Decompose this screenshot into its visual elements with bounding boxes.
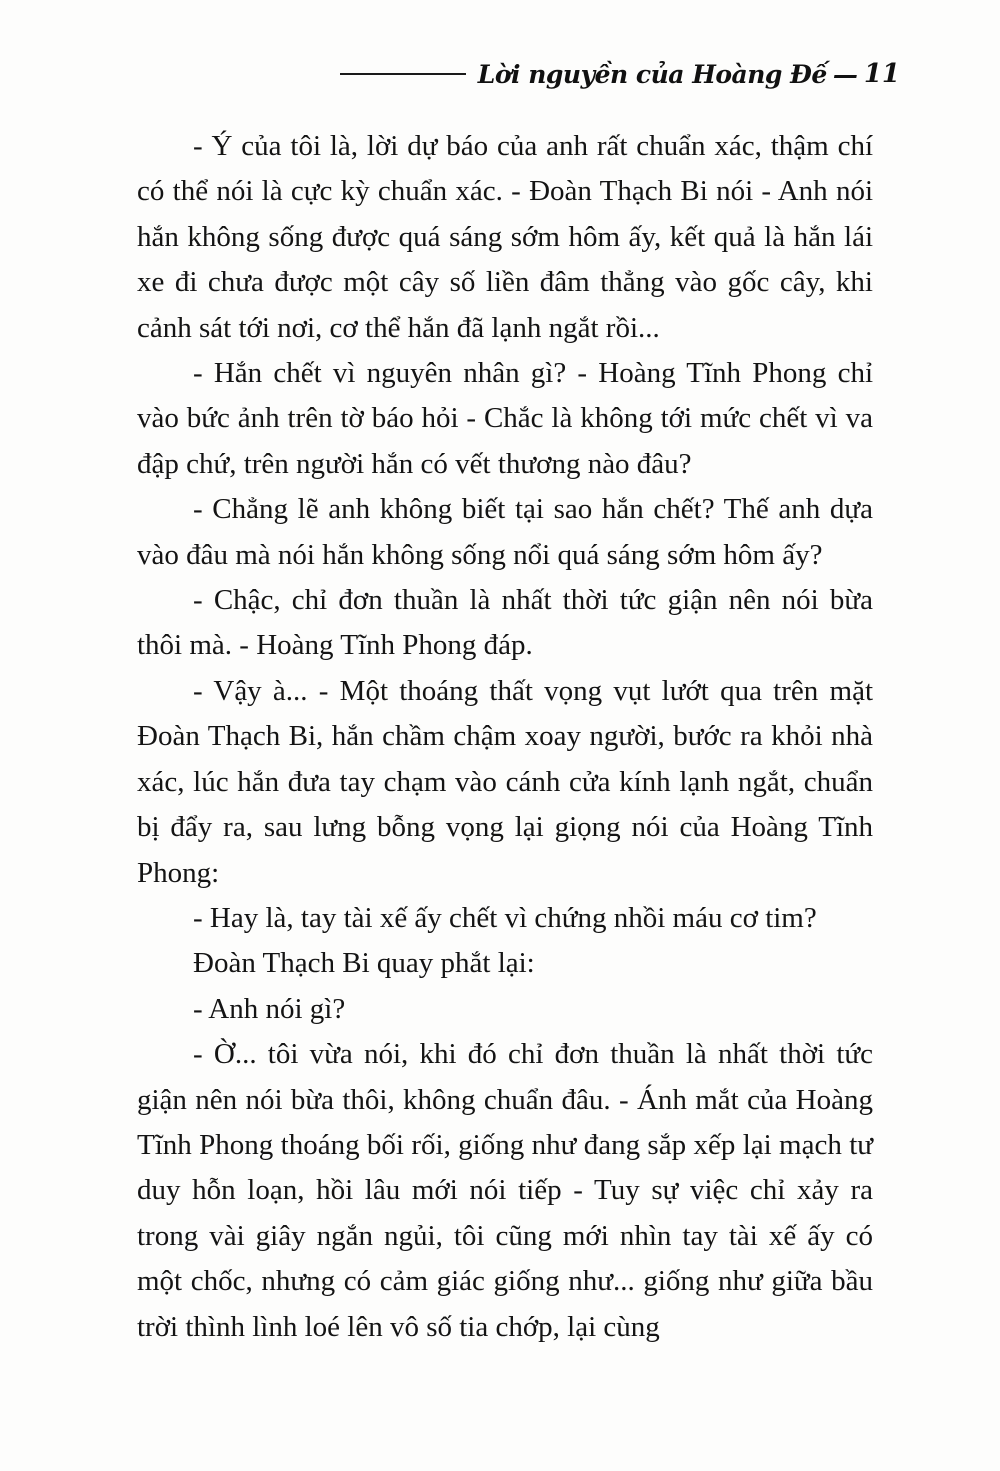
- paragraph: - Chậc, chỉ đơn thuần là nhất thời tức giận nên nói bừa thôi mà. - Hoàng Tĩnh Phong đáp.: [137, 584, 873, 662]
- header-rule: [340, 73, 466, 75]
- paragraph: - Ý của tôi là, lời dự báo của anh rất chuẩn xác, thậm chí có thể nói là cực kỳ chuẩn xác. - Đoàn Thạch Bi nói - Anh nói hắn không sống được quá sáng sớm hôm ấy, kết quả là hắn lái xe đi chưa được một cây số liền đâm thẳng vào gốc cây, khi cảnh sát tới nơi, cơ thể hắn đã lạnh ngắt rồi...: [137, 130, 873, 344]
- paragraph: - Anh nói gì?: [193, 992, 346, 1025]
- paragraph: - Vậy à... - Một thoáng thất vọng vụt lướt qua trên mặt Đoàn Thạch Bi, hắn chầm chậm xoay người, bước ra khỏi nhà xác, lúc hắn đưa tay chạm vào cánh cửa kính lạnh ngắt, chuẩn bị đẩy ra, sau lưng bỗng vọng lại giọng nói của Hoàng Tĩnh Phong:: [137, 674, 873, 889]
- header-dash: —: [832, 59, 858, 89]
- paragraph: - Chẳng lẽ anh không biết tại sao hắn chết? Thế anh dựa vào đâu mà nói hắn không sống nổi quá sáng sớm hôm ấy?: [137, 493, 873, 571]
- book-title: Lời nguyền của Hoàng Đế: [477, 59, 827, 89]
- page-number: 11: [863, 59, 900, 89]
- body-text: [137, 124, 873, 1350]
- paragraph: - Hắn chết vì nguyên nhân gì? - Hoàng Tĩnh Phong chỉ vào bức ảnh trên tờ báo hỏi - Chắc là không tới mức chết vì va đập chứ, trên người hắn có vết thương nào đâu?: [137, 357, 873, 480]
- running-header: [340, 54, 900, 94]
- paragraph: - Hay là, tay tài xế ấy chết vì chứng nhồi máu cơ tim?: [193, 901, 817, 934]
- paragraph: Đoàn Thạch Bi quay phắt lại:: [193, 947, 535, 980]
- paragraph: - Ờ... tôi vừa nói, khi đó chỉ đơn thuần là nhất thời tức giận nên nói bừa thôi, không chuẩn đâu. - Ánh mắt của Hoàng Tĩnh Phong thoáng bối rối, giống như đang sắp xếp lại mạch tư duy hỗn loạn, hồi lâu mới nói tiếp - Tuy sự việc chỉ xảy ra trong vài giây ngắn ngủi, tôi cũng mới nhìn tay tài xế ấy có một chốc, nhưng có cảm giác giống như... giống như giữa bầu trời thình lình loé lên vô số tia chớp, lại cùng: [137, 1038, 873, 1343]
